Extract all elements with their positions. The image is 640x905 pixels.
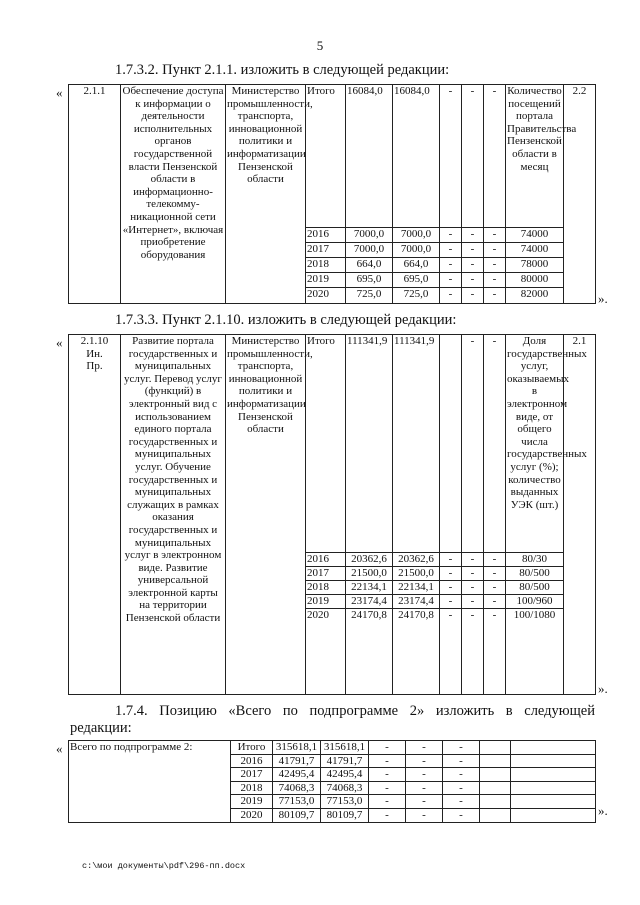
dash-cell: - bbox=[484, 273, 506, 288]
section-2-heading: 1.7.3.3. Пункт 2.1.10. изложить в следующей редакции: bbox=[115, 312, 457, 328]
responsible-executor: Министерство промышленности, транспорта, инновационной политики и информатизации Пензенской области bbox=[226, 335, 306, 695]
empty-cell bbox=[511, 795, 596, 809]
indicator-value: 74000 bbox=[506, 243, 564, 258]
regional-budget-cell: 725,0 bbox=[393, 288, 440, 304]
dash-cell: - bbox=[484, 335, 506, 553]
empty-cell bbox=[480, 781, 511, 795]
activity-description: Развитие портала государственных и муниципальных услуг. Перевод услуг (функций) в электронный вид с использованием единого портала государственных и муниципальных услуг. Обучение государственных и муниципальных служащих в рамках оказания государственных и муниципальных услуг в электронном виде. Развитие универсальной электронной карты на территории Пензенской области bbox=[121, 335, 226, 695]
section-2-table bbox=[68, 334, 596, 695]
regional-budget-cell: 42495,4 bbox=[321, 768, 369, 782]
dash-cell: - bbox=[443, 754, 480, 768]
total-cell: 7000,0 bbox=[346, 243, 393, 258]
dash-cell: - bbox=[462, 288, 484, 304]
empty-cell bbox=[480, 768, 511, 782]
dash-cell bbox=[440, 335, 462, 553]
footer-file-path: c:\мои документы\pdf\296-пп.docx bbox=[82, 861, 246, 871]
activity-description: Обеспечение доступа к информации о деятельности исполнительных органов государственной власти Пензенской области в информационно-телекомму-никационной сети «Интернет», включая приобретение оборудования bbox=[121, 85, 226, 304]
dash-cell: - bbox=[440, 258, 462, 273]
regional-budget-cell: 23174,4 bbox=[393, 595, 440, 609]
dash-cell: - bbox=[462, 609, 484, 695]
dash-cell: - bbox=[440, 581, 462, 595]
dash-cell: - bbox=[443, 795, 480, 809]
regional-budget-cell: 7000,0 bbox=[393, 243, 440, 258]
year-cell: 2017 bbox=[231, 768, 273, 782]
year-cell: Итого bbox=[306, 335, 346, 553]
dash-cell: - bbox=[462, 553, 484, 567]
total-cell: 80109,7 bbox=[273, 808, 321, 822]
dash-cell: - bbox=[443, 741, 480, 755]
total-cell: 42495,4 bbox=[273, 768, 321, 782]
section-1-table bbox=[68, 84, 596, 304]
section-2-close-quote: ». bbox=[598, 681, 608, 696]
regional-budget-cell: 22134,1 bbox=[393, 581, 440, 595]
total-cell: 24170,8 bbox=[346, 609, 393, 695]
section-3-table bbox=[68, 740, 596, 823]
dash-cell: - bbox=[462, 273, 484, 288]
dash-cell: - bbox=[462, 258, 484, 273]
dash-cell: - bbox=[406, 741, 443, 755]
section-2-open-quote: « bbox=[56, 335, 63, 350]
indicator-value: 100/960 bbox=[506, 595, 564, 609]
indicator-value: 80000 bbox=[506, 273, 564, 288]
dash-cell: - bbox=[443, 768, 480, 782]
dash-cell: - bbox=[484, 595, 506, 609]
dash-cell: - bbox=[462, 335, 484, 553]
item-number: 2.1.1 bbox=[69, 85, 121, 304]
regional-budget-cell: 24170,8 bbox=[393, 609, 440, 695]
indicator-name: Количество посещений портала Правительства Пензенской области в месяц bbox=[506, 85, 564, 228]
dash-cell: - bbox=[369, 795, 406, 809]
section-1-open-quote: « bbox=[56, 85, 63, 100]
section-3-heading-cont: редакции: bbox=[70, 720, 132, 736]
regional-budget-cell: 41791,7 bbox=[321, 754, 369, 768]
indicator-value: 100/1080 bbox=[506, 609, 564, 695]
empty-cell bbox=[480, 795, 511, 809]
empty-cell bbox=[511, 741, 596, 755]
total-cell: 695,0 bbox=[346, 273, 393, 288]
empty-cell bbox=[480, 754, 511, 768]
dash-cell: - bbox=[440, 595, 462, 609]
regional-budget-cell: 664,0 bbox=[393, 258, 440, 273]
dash-cell: - bbox=[484, 288, 506, 304]
dash-cell: - bbox=[484, 581, 506, 595]
dash-cell: - bbox=[369, 741, 406, 755]
total-cell: 725,0 bbox=[346, 288, 393, 304]
indicator-value: 74000 bbox=[506, 228, 564, 243]
dash-cell: - bbox=[440, 85, 462, 228]
section-1-heading: 1.7.3.2. Пункт 2.1.1. изложить в следующей редакции: bbox=[115, 62, 450, 78]
total-cell: 16084,0 bbox=[346, 85, 393, 228]
dash-cell: - bbox=[484, 553, 506, 567]
regional-budget-cell: 21500,0 bbox=[393, 567, 440, 581]
regional-budget-cell: 80109,7 bbox=[321, 808, 369, 822]
year-cell: 2017 bbox=[306, 567, 346, 581]
indicator-name: Доля государственных услуг, оказываемых в электронном виде, от общего числа государственных услуг (%); количество выданных УЭК (шт.) bbox=[506, 335, 564, 553]
total-cell: 21500,0 bbox=[346, 567, 393, 581]
empty-cell bbox=[480, 808, 511, 822]
section-1-close-quote: ». bbox=[598, 291, 608, 306]
empty-cell bbox=[511, 781, 596, 795]
year-cell: 2018 bbox=[306, 258, 346, 273]
indicator-value: 78000 bbox=[506, 258, 564, 273]
regional-budget-cell: 77153,0 bbox=[321, 795, 369, 809]
total-cell: 111341,9 bbox=[346, 335, 393, 553]
year-cell: 2019 bbox=[306, 273, 346, 288]
dash-cell: - bbox=[484, 85, 506, 228]
dash-cell: - bbox=[443, 808, 480, 822]
empty-cell bbox=[511, 754, 596, 768]
year-cell: 2016 bbox=[306, 553, 346, 567]
dash-cell: - bbox=[462, 243, 484, 258]
regional-budget-cell: 315618,1 bbox=[321, 741, 369, 755]
dash-cell: - bbox=[406, 768, 443, 782]
total-cell: 41791,7 bbox=[273, 754, 321, 768]
empty-cell bbox=[511, 808, 596, 822]
total-cell: 22134,1 bbox=[346, 581, 393, 595]
section-3-close-quote: ». bbox=[598, 803, 608, 818]
dash-cell: - bbox=[406, 795, 443, 809]
section-3-open-quote: « bbox=[56, 741, 63, 756]
dash-cell: - bbox=[406, 808, 443, 822]
dash-cell: - bbox=[369, 768, 406, 782]
regional-budget-cell: 695,0 bbox=[393, 273, 440, 288]
regional-budget-cell: 16084,0 bbox=[393, 85, 440, 228]
total-cell: 23174,4 bbox=[346, 595, 393, 609]
dash-cell: - bbox=[484, 228, 506, 243]
dash-cell: - bbox=[443, 781, 480, 795]
year-cell: 2020 bbox=[231, 808, 273, 822]
total-cell: 664,0 bbox=[346, 258, 393, 273]
responsible-executor: Министерство промышленности, транспорта, инновационной политики и информатизации Пензенской области bbox=[226, 85, 306, 304]
dash-cell: - bbox=[484, 567, 506, 581]
indicator-value: 80/30 bbox=[506, 553, 564, 567]
dash-cell: - bbox=[462, 85, 484, 228]
year-cell: 2018 bbox=[306, 581, 346, 595]
dash-cell: - bbox=[484, 243, 506, 258]
dash-cell: - bbox=[406, 754, 443, 768]
year-cell: 2019 bbox=[306, 595, 346, 609]
year-cell: Итого bbox=[306, 85, 346, 228]
section-3-heading: 1.7.4. Позицию «Всего по подпрограмме 2» изложить в следующей bbox=[115, 703, 595, 719]
dash-cell: - bbox=[440, 273, 462, 288]
dash-cell: - bbox=[440, 609, 462, 695]
dash-cell: - bbox=[440, 553, 462, 567]
year-cell: 2019 bbox=[231, 795, 273, 809]
indicator-value: 80/500 bbox=[506, 567, 564, 581]
total-cell: 74068,3 bbox=[273, 781, 321, 795]
total-cell: 315618,1 bbox=[273, 741, 321, 755]
dash-cell: - bbox=[369, 808, 406, 822]
dash-cell: - bbox=[462, 228, 484, 243]
indicator-value: 80/500 bbox=[506, 581, 564, 595]
year-cell: 2016 bbox=[306, 228, 346, 243]
page-number: 5 bbox=[316, 38, 324, 53]
dash-cell: - bbox=[440, 228, 462, 243]
year-cell: 2018 bbox=[231, 781, 273, 795]
dash-cell: - bbox=[406, 781, 443, 795]
reference-number: 2.1 bbox=[564, 335, 596, 695]
regional-budget-cell: 111341,9 bbox=[393, 335, 440, 553]
year-cell: 2020 bbox=[306, 288, 346, 304]
year-cell: 2016 bbox=[231, 754, 273, 768]
year-cell: 2020 bbox=[306, 609, 346, 695]
item-number: 2.1.10 Ин. Пр. bbox=[69, 335, 121, 695]
dash-cell: - bbox=[440, 243, 462, 258]
dash-cell: - bbox=[369, 781, 406, 795]
total-cell: 7000,0 bbox=[346, 228, 393, 243]
dash-cell: - bbox=[484, 258, 506, 273]
year-cell: 2017 bbox=[306, 243, 346, 258]
year-cell: Итого bbox=[231, 741, 273, 755]
dash-cell: - bbox=[462, 595, 484, 609]
regional-budget-cell: 74068,3 bbox=[321, 781, 369, 795]
regional-budget-cell: 7000,0 bbox=[393, 228, 440, 243]
indicator-value: 82000 bbox=[506, 288, 564, 304]
dash-cell: - bbox=[440, 567, 462, 581]
subprogram-total-label: Всего по подпрограмме 2: bbox=[69, 741, 231, 823]
dash-cell: - bbox=[369, 754, 406, 768]
total-cell: 20362,6 bbox=[346, 553, 393, 567]
dash-cell: - bbox=[484, 609, 506, 695]
empty-cell bbox=[480, 741, 511, 755]
dash-cell: - bbox=[462, 581, 484, 595]
reference-number: 2.2 bbox=[564, 85, 596, 304]
dash-cell: - bbox=[440, 288, 462, 304]
total-cell: 77153,0 bbox=[273, 795, 321, 809]
empty-cell bbox=[511, 768, 596, 782]
dash-cell: - bbox=[462, 567, 484, 581]
regional-budget-cell: 20362,6 bbox=[393, 553, 440, 567]
